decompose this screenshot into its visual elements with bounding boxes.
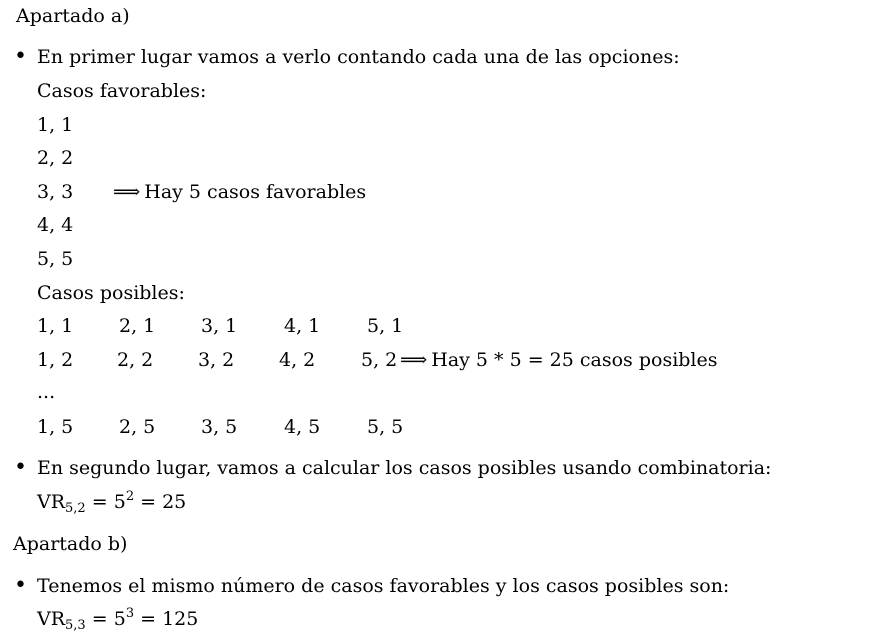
posible-cell: 1, 1 bbox=[37, 315, 74, 337]
posible-cell: 4, 1 bbox=[284, 315, 321, 337]
bullet-text-2: En segundo lugar, vamos a calcular los casos posibles usando combinatoria: bbox=[37, 457, 772, 479]
posible-cell: 3, 1 bbox=[201, 315, 238, 337]
favorable-pair-2: 2, 2 bbox=[37, 147, 74, 169]
posible-cell: 4, 2 bbox=[279, 349, 316, 371]
posibles-result-line bbox=[400, 348, 718, 372]
favorable-pair-3: 3, 3 bbox=[37, 181, 74, 203]
bullet-marker-1: • bbox=[14, 44, 27, 69]
posible-cell: 2, 1 bbox=[119, 315, 156, 337]
ellipsis: ... bbox=[37, 381, 56, 403]
formula-base: VR bbox=[37, 608, 66, 630]
implies-arrow-icon: ⟹ bbox=[113, 181, 141, 203]
bullet-text-1: En primer lugar vamos a verlo contando cada una de las opciones: bbox=[37, 46, 680, 68]
formula-vr-5-3 bbox=[37, 607, 198, 631]
formula-eq1: = 5 bbox=[85, 608, 126, 630]
posible-cell: 5, 5 bbox=[367, 416, 404, 438]
formula-eq2: = 25 bbox=[134, 491, 187, 513]
bullet-marker-2: • bbox=[14, 455, 27, 480]
favorable-pair-4: 4, 4 bbox=[37, 214, 74, 236]
formula-eq1: = 5 bbox=[85, 491, 126, 513]
posible-cell: 2, 5 bbox=[119, 416, 156, 438]
bullet-marker-3: • bbox=[14, 573, 27, 598]
favorable-pair-1: 1, 1 bbox=[37, 114, 74, 136]
formula-subscript: 5,2 bbox=[65, 501, 86, 516]
posible-cell: 3, 5 bbox=[201, 416, 238, 438]
posibles-result: Hay 5 * 5 = 25 casos posibles bbox=[431, 349, 718, 371]
formula-base: VR bbox=[37, 491, 66, 513]
posible-cell: 5, 1 bbox=[367, 315, 404, 337]
posible-cell: 1, 5 bbox=[37, 416, 74, 438]
implies-arrow-icon: ⟹ bbox=[400, 349, 428, 371]
heading-apartado-b: Apartado b) bbox=[13, 533, 128, 555]
heading-apartado-a: Apartado a) bbox=[16, 5, 130, 27]
posibles-label: Casos posibles: bbox=[37, 282, 185, 304]
bullet-text-3: Tenemos el mismo número de casos favorables y los casos posibles son: bbox=[37, 575, 730, 597]
favorables-result-line bbox=[113, 180, 366, 204]
favorable-pair-5: 5, 5 bbox=[37, 248, 74, 270]
posible-cell: 2, 2 bbox=[117, 349, 154, 371]
formula-superscript: 3 bbox=[125, 606, 135, 621]
posible-cell: 5, 2 bbox=[361, 349, 398, 371]
favorables-label: Casos favorables: bbox=[37, 80, 207, 102]
formula-vr-5-2 bbox=[37, 490, 186, 514]
posible-cell: 3, 2 bbox=[198, 349, 235, 371]
posible-cell: 4, 5 bbox=[284, 416, 321, 438]
formula-superscript: 2 bbox=[125, 489, 135, 504]
formula-eq2: = 125 bbox=[134, 608, 199, 630]
favorables-result: Hay 5 casos favorables bbox=[144, 181, 367, 203]
posible-cell: 1, 2 bbox=[37, 349, 74, 371]
formula-subscript: 5,3 bbox=[65, 618, 86, 633]
